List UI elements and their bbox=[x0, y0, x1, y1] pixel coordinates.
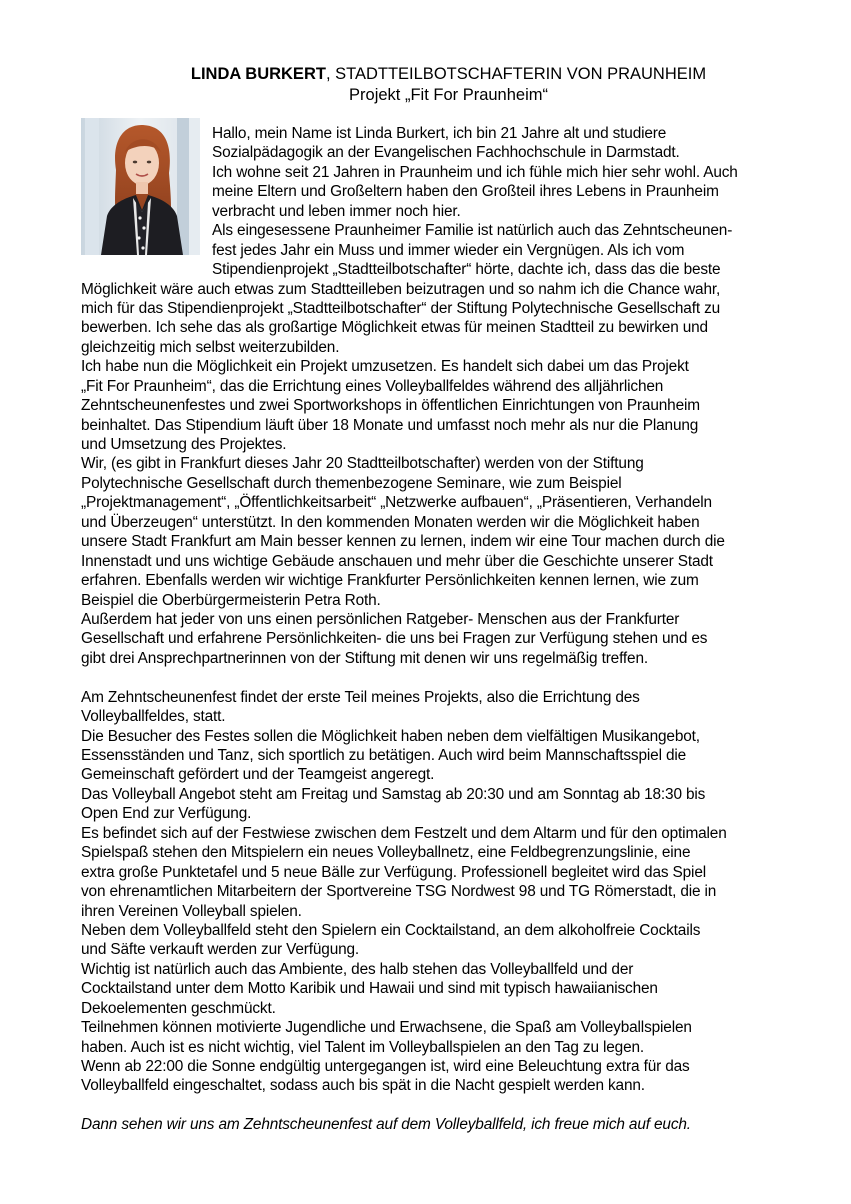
text-line: meine Eltern und Großeltern haben den Großteil ihres Lebens in Praunheim bbox=[212, 183, 719, 201]
text-line: Möglichkeit wäre auch etwas zum Stadtteilleben beizutragen und so nahm ich die Chance wahr, bbox=[81, 280, 721, 298]
text-line: und Überzeugen“ unterstützt. In den kommenden Monaten werden wir die Möglichkeit haben bbox=[81, 513, 700, 531]
text-line: Als eingesessene Praunheimer Familie ist natürlich auch das Zehntscheunen- bbox=[212, 222, 733, 240]
text-line: Die Besucher des Festes sollen die Möglichkeit haben neben dem vielfältigen Musikangebot, bbox=[81, 727, 700, 745]
text-line: Volleyballfeld eingeschaltet, sodass auch bis spät in die Nacht gespielt werden kann. bbox=[81, 1077, 645, 1095]
text-line: unsere Stadt Frankfurt am Main besser kennen zu lernen, indem wir eine Tour machen durch die bbox=[81, 533, 725, 551]
text-line: Wenn ab 22:00 die Sonne endgültig untergegangen ist, wird eine Beleuchtung extra für das bbox=[81, 1058, 690, 1075]
text-line: „Projektmanagement“, „Öffentlichkeitsarbeit“ „Netzwerke aufbauen“, „Präsentieren, Verhandeln bbox=[81, 494, 712, 512]
text-line: Polytechnische Gesellschaft durch themenbezogene Seminare, wie zum Beispiel bbox=[81, 474, 622, 492]
paragraph-gap bbox=[81, 1096, 821, 1115]
text-line: Beispiel die Oberbürgermeisterin Petra Roth. bbox=[81, 591, 381, 609]
text-line: Gesellschaft und erfahrene Persönlichkeiten- die uns bei Fragen zur Verfügung stehen und es bbox=[81, 630, 708, 648]
closing-line: Dann sehen wir uns am Zehntscheunenfest auf dem Volleyballfeld, ich freue mich auf euch. bbox=[81, 1116, 691, 1134]
text-line: Cocktailstand unter dem Motto Karibik und Hawaii und sind mit typisch hawaiianischen bbox=[81, 980, 658, 998]
text-line: Innenstadt und uns wichtige Gebäude anschauen und mehr über die Geschichte unserer Stadt bbox=[81, 552, 713, 570]
text-line: Sozialpädagogik an der Evangelischen Fachhochschule in Darmstadt. bbox=[212, 144, 680, 162]
text-line: und Säfte verkauft werden zur Verfügung. bbox=[81, 941, 360, 959]
text-line: erfahren. Ebenfalls werden wir wichtige Frankfurter Persönlichkeiten kennen lernen, wie zum bbox=[81, 572, 699, 590]
text-line: Hallo, mein Name ist Linda Burkert, ich bin 21 Jahre alt und studiere bbox=[212, 125, 667, 142]
text-line: Essensständen und Tanz, sich sportlich zu betätigen. Auch wird beim Mannschaftsspiel die bbox=[81, 747, 687, 764]
text-line: Gemeinschaft gefördert und der Teamgeist angeregt. bbox=[81, 766, 435, 784]
text-line: gleichzeitig mich selbst weiterzubilden. bbox=[81, 338, 340, 356]
text-line: Spielspaß stehen den Mitspielern ein neues Volleyballnetz, eine Feldbegrenzungslinie, eine bbox=[81, 844, 691, 862]
text-line: mich für das Stipendienprojekt „Stadtteilbotschafter“ der Stiftung Polytechnische Gesellschaft zu bbox=[81, 299, 721, 317]
text-line: Teilnehmen können motivierte Jugendliche und Erwachsene, die Spaß am Volleyballspielen bbox=[81, 1019, 692, 1037]
text-line: ihren Vereinen Volleyball spielen. bbox=[81, 902, 302, 920]
text-line: Neben dem Volleyballfeld steht den Spielern ein Cocktailstand, an dem alkoholfreie Cocktails bbox=[81, 921, 701, 939]
author-role: , STADTTEILBOTSCHAFTERIN VON PRAUNHEIM bbox=[325, 65, 707, 83]
text-line: bewerben. Ich sehe das als großartige Möglichkeit etwas für meinen Stadtteil zu bewirken und bbox=[81, 319, 708, 337]
text-line: Dekoelementen geschmückt. bbox=[81, 999, 276, 1017]
text-line: extra große Punktetafel und 5 neue Bälle zur Verfügung. Professionell begleitet wird das Spiel bbox=[81, 863, 707, 881]
text-line: Stipendienprojekt „Stadtteilbotschafter“ hörte, dachte ich, dass das die beste bbox=[212, 261, 721, 279]
text-line: Open End zur Verfügung. bbox=[81, 805, 252, 823]
text-line: Volleyballfeldes, statt. bbox=[81, 708, 226, 726]
text-line: Außerdem hat jeder von uns einen persönlichen Ratgeber- Menschen aus der Frankfurter bbox=[81, 610, 680, 628]
text-line: Ich wohne seit 21 Jahren in Praunheim und ich fühle mich hier sehr wohl. Auch bbox=[212, 163, 738, 181]
text-line: Es befindet sich auf der Festwiese zwischen dem Festzelt und dem Altarm und für den optimalen bbox=[81, 824, 727, 842]
project-subtitle: Projekt „Fit For Praunheim“ bbox=[349, 86, 548, 104]
author-name: LINDA BURKERT bbox=[190, 65, 326, 83]
paragraph-gap bbox=[81, 668, 821, 687]
page-title bbox=[0, 64, 851, 85]
text-line: Das Volleyball Angebot steht am Freitag und Samstag ab 20:30 und am Sonntag ab 18:30 bis bbox=[81, 785, 706, 803]
text-line: Wir, (es gibt in Frankfurt dieses Jahr 20 Stadtteilbotschafter) werden von der Stiftung bbox=[81, 455, 644, 473]
text-line: Wichtig ist natürlich auch das Ambiente, des halb stehen das Volleyballfeld und der bbox=[81, 960, 634, 978]
text-line: „Fit For Praunheim“, das die Errichtung eines Volleyballfeldes während des alljährlichen bbox=[81, 377, 664, 395]
text-line: verbracht und leben immer noch hier. bbox=[212, 202, 461, 220]
text-line: haben. Auch ist es nicht wichtig, viel Talent im Volleyballspielen an den Tag zu legen. bbox=[81, 1038, 645, 1056]
text-line: gibt drei Ansprechpartnerinnen von der Stiftung mit denen wir uns regelmäßig treffen. bbox=[81, 649, 649, 667]
text-line: von ehrenamtlichen Mitarbeitern der Sportvereine TSG Nordwest 98 und TG Römerstadt, die in bbox=[81, 883, 717, 901]
text-line: Am Zehntscheunenfest findet der erste Teil meines Projekts, also die Errichtung des bbox=[81, 688, 640, 706]
text-line: Ich habe nun die Möglichkeit ein Projekt umzusetzen. Es handelt sich dabei um das Projekt bbox=[81, 358, 689, 376]
text-line: beinhaltet. Das Stipendium läuft über 18 Monate und umfasst noch mehr als nur die Planung bbox=[81, 416, 699, 434]
letter-body bbox=[81, 124, 821, 1135]
text-line: Zehntscheunenfestes und zwei Sportworkshops in öffentlichen Einrichtungen von Praunheim bbox=[81, 397, 700, 415]
text-line: und Umsetzung des Projektes. bbox=[81, 436, 287, 453]
text-line: fest jedes Jahr ein Muss und immer wieder ein Vergnügen. Als ich vom bbox=[212, 241, 685, 259]
